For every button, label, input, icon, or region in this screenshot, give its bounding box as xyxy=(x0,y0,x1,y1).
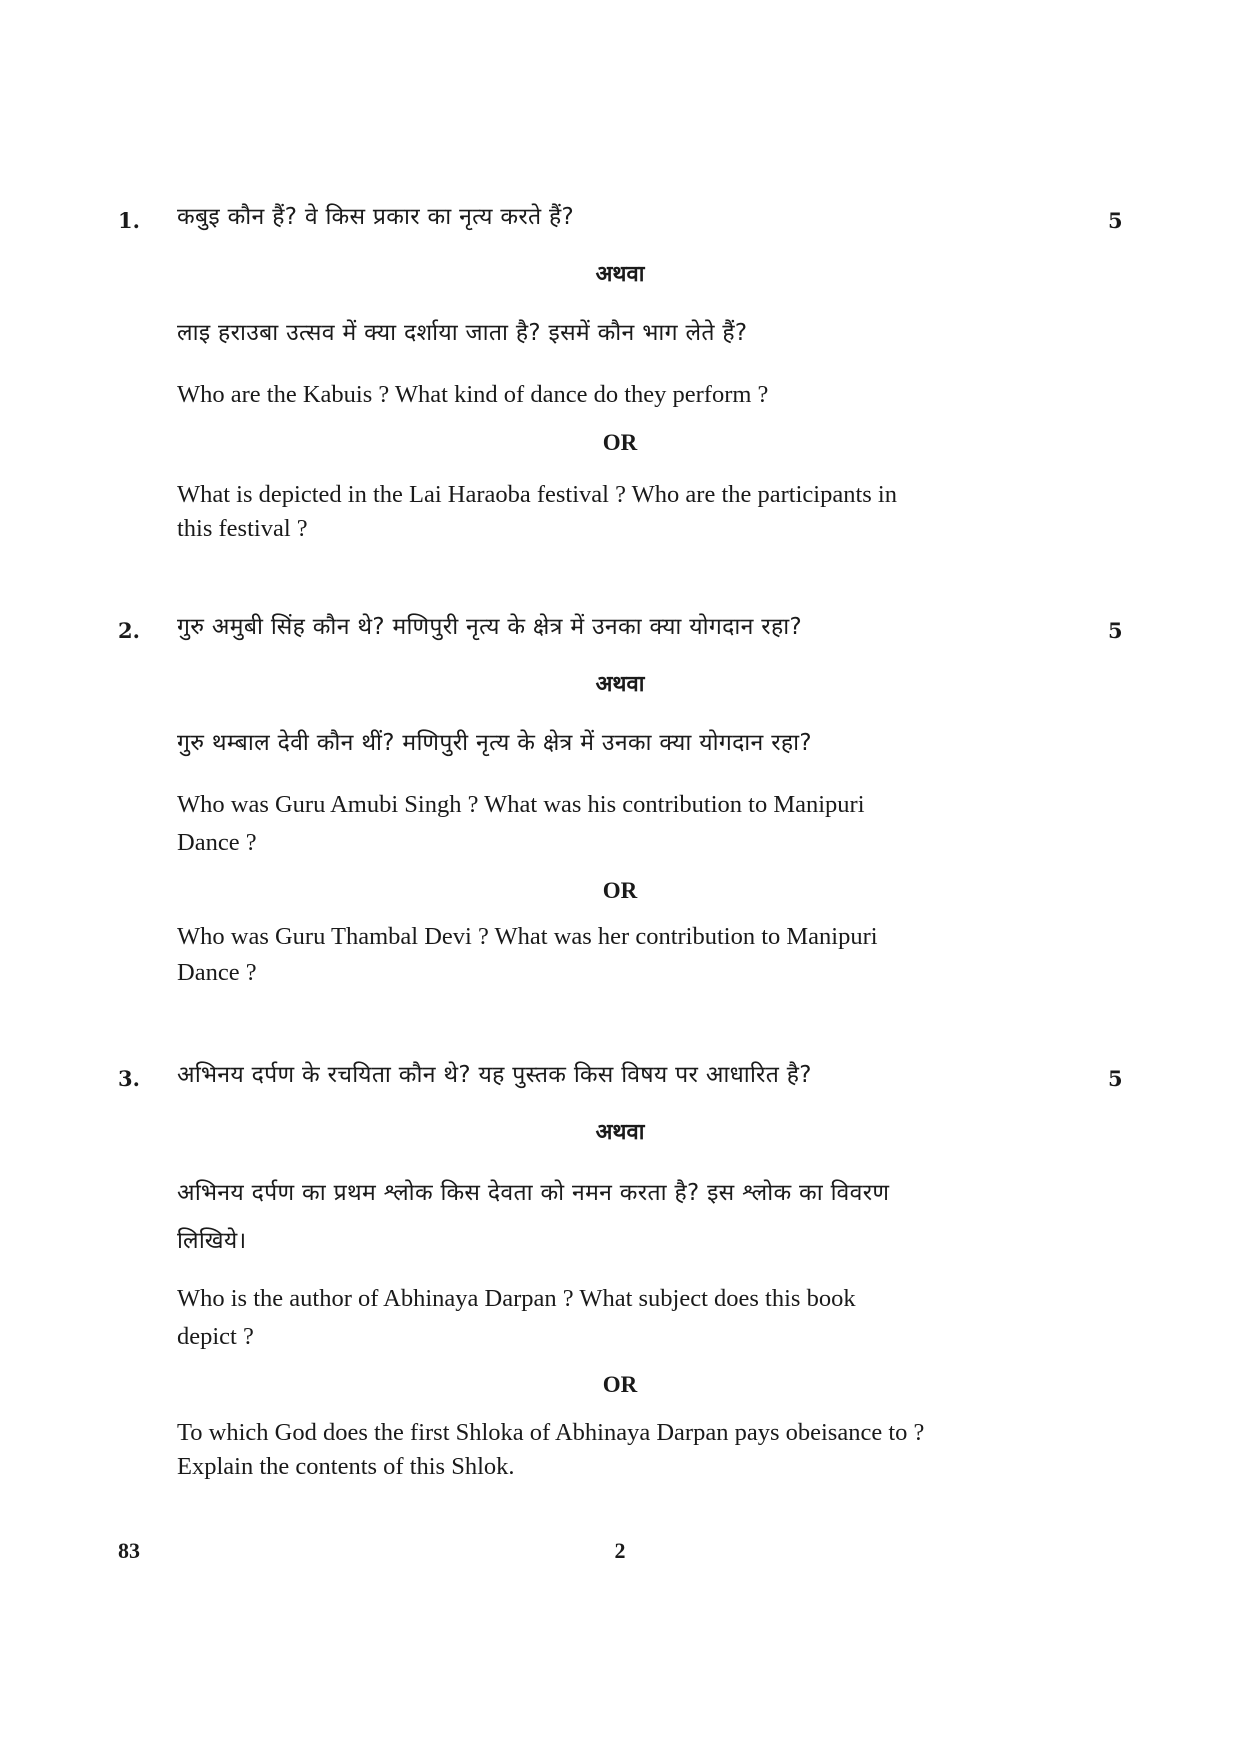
question-number: 1. xyxy=(118,208,140,233)
english-alternative-line-1: Who was Guru Thambal Devi ? What was her contribution to Manipuri xyxy=(177,923,878,950)
english-question-line-1: Who was Guru Amubi Singh ? What was his contribution to Manipuri xyxy=(177,791,865,818)
or-separator: OR xyxy=(602,878,638,903)
english-question-line-2: depict ? xyxy=(177,1323,254,1350)
athva-separator: अथवा xyxy=(595,262,645,287)
athva-separator: अथवा xyxy=(595,672,645,697)
hindi-alternative-line-1: अभिनय दर्पण का प्रथम श्लोक किस देवता को नमन करता है? इस श्लोक का विवरण xyxy=(177,1180,890,1206)
hindi-question: गुरु अमुबी सिंह कौन थे? मणिपुरी नृत्य के क्षेत्र में उनका क्या योगदान रहा? xyxy=(177,614,802,640)
english-question: Who are the Kabuis ? What kind of dance do they perform ? xyxy=(177,381,769,408)
english-alternative-line-2: Explain the contents of this Shlok. xyxy=(177,1453,515,1480)
hindi-alternative-line-2: लिखिये। xyxy=(177,1228,247,1254)
hindi-question: कबुइ कौन हैं? वे किस प्रकार का नृत्य करते हैं? xyxy=(177,204,575,230)
or-separator: OR xyxy=(602,1372,638,1397)
english-alternative-line-1: To which God does the first Shloka of Abhinaya Darpan pays obeisance to ? xyxy=(177,1419,925,1446)
english-alternative-line-1: What is depicted in the Lai Haraoba festival ? Who are the participants in xyxy=(177,481,897,508)
english-question-line-1: Who is the author of Abhinaya Darpan ? What subject does this book xyxy=(177,1285,856,1312)
marks: 5 xyxy=(1108,618,1123,643)
page-number: 2 xyxy=(614,1538,626,1563)
hindi-alternative: लाइ हराउबा उत्सव में क्या दर्शाया जाता है? इसमें कौन भाग लेते हैं? xyxy=(177,320,748,346)
athva-separator: अथवा xyxy=(595,1120,645,1145)
paper-code: 83 xyxy=(118,1538,140,1563)
english-alternative-line-2: this festival ? xyxy=(177,515,308,542)
question-number: 3. xyxy=(118,1066,140,1091)
marks: 5 xyxy=(1108,208,1123,233)
hindi-alternative: गुरु थम्बाल देवी कौन थीं? मणिपुरी नृत्य के क्षेत्र में उनका क्या योगदान रहा? xyxy=(177,730,812,756)
question-number: 2. xyxy=(118,618,140,643)
or-separator: OR xyxy=(602,430,638,455)
hindi-question: अभिनय दर्पण के रचयिता कौन थे? यह पुस्तक किस विषय पर आधारित है? xyxy=(177,1062,812,1088)
marks: 5 xyxy=(1108,1066,1123,1091)
english-question-line-2: Dance ? xyxy=(177,829,257,856)
english-alternative-line-2: Dance ? xyxy=(177,959,257,986)
